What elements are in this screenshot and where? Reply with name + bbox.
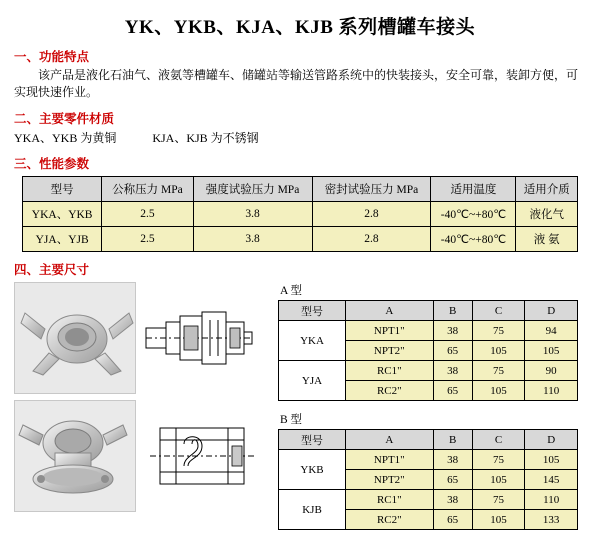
cell-d: 110	[525, 490, 578, 510]
cell-medium: 液化气	[516, 202, 578, 227]
image-row-a	[14, 282, 270, 394]
col-b: B	[433, 301, 472, 321]
table-header-row	[279, 301, 578, 321]
cell-c: 105	[472, 341, 525, 361]
col-model: 型号	[23, 177, 102, 202]
section-heading-performance: 三、性能参数	[14, 157, 90, 171]
col-a: A	[346, 301, 434, 321]
cell-c: 105	[472, 470, 525, 490]
technical-drawing-type-b	[140, 400, 265, 510]
cell-d: 145	[525, 470, 578, 490]
cell-temp: -40℃~+80℃	[431, 202, 516, 227]
cell-a: RC2"	[346, 510, 434, 530]
col-c: C	[472, 301, 525, 321]
cell-seal: 2.8	[312, 202, 431, 227]
cell-c: 105	[472, 510, 525, 530]
cell-nominal: 2.5	[102, 202, 193, 227]
cell-model-group: YKA	[279, 321, 346, 361]
cell-temp: -40℃~+80℃	[431, 227, 516, 252]
cell-c: 75	[472, 490, 525, 510]
cell-c: 75	[472, 321, 525, 341]
dimension-table-a	[278, 300, 578, 401]
technical-drawing-type-a	[140, 282, 265, 392]
dimension-table-b	[278, 429, 578, 530]
col-strength-test-pressure: 强度试验压力 MPa	[193, 177, 312, 202]
cell-b: 38	[433, 490, 472, 510]
col-nominal-pressure: 公称压力 MPa	[102, 177, 193, 202]
table-row	[279, 361, 578, 381]
type-b-label: B 型	[280, 414, 303, 426]
col-a: A	[346, 430, 434, 450]
col-medium: 适用介质	[516, 177, 578, 202]
table-row	[279, 321, 578, 341]
cell-b: 38	[433, 321, 472, 341]
materials-line	[14, 129, 600, 146]
col-d: D	[525, 430, 578, 450]
dimensions-section	[0, 282, 600, 540]
cell-c: 75	[472, 450, 525, 470]
image-column	[0, 282, 270, 540]
cell-a: RC1"	[346, 490, 434, 510]
cell-a: NPT2"	[346, 341, 434, 361]
cell-c: 105	[472, 381, 525, 401]
cell-d: 105	[525, 450, 578, 470]
cell-d: 133	[525, 510, 578, 530]
materials-stainless: KJA、KJB 为不锈钢	[152, 131, 259, 145]
product-photo-type-b	[14, 400, 136, 512]
product-photo-type-a	[14, 282, 136, 394]
table-row	[23, 227, 578, 252]
cell-a: RC1"	[346, 361, 434, 381]
section-heading-dimensions: 四、主要尺寸	[14, 263, 90, 277]
cell-a: NPT1"	[346, 321, 434, 341]
cell-b: 38	[433, 450, 472, 470]
cell-model-group: YKB	[279, 450, 346, 490]
cell-b: 65	[433, 341, 472, 361]
section-heading-features: 一、功能特点	[14, 50, 90, 64]
col-seal-test-pressure: 密封试验压力 MPa	[312, 177, 431, 202]
materials-brass: YKA、YKB 为黄铜	[14, 131, 117, 145]
cell-a: RC2"	[346, 381, 434, 401]
table-row	[279, 490, 578, 510]
cell-a: NPT2"	[346, 470, 434, 490]
cell-nominal: 2.5	[102, 227, 193, 252]
cell-a: NPT1"	[346, 450, 434, 470]
performance-table	[22, 176, 578, 252]
cell-d: 94	[525, 321, 578, 341]
cell-d: 90	[525, 361, 578, 381]
col-temperature: 适用温度	[431, 177, 516, 202]
page-title: YK、YKB、KJA、KJB 系列槽罐车接头	[124, 17, 476, 38]
col-c: C	[472, 430, 525, 450]
cell-model: YJA、YJB	[23, 227, 102, 252]
image-row-b	[14, 400, 270, 512]
section-heading-materials: 二、主要零件材质	[14, 112, 115, 126]
cell-d: 105	[525, 341, 578, 361]
col-b: B	[433, 430, 472, 450]
table-header-row	[279, 430, 578, 450]
cell-strength: 3.8	[193, 227, 312, 252]
table-row	[279, 450, 578, 470]
cell-strength: 3.8	[193, 202, 312, 227]
cell-seal: 2.8	[312, 227, 431, 252]
cell-medium: 液 氨	[516, 227, 578, 252]
cell-model: YKA、YKB	[23, 202, 102, 227]
col-d: D	[525, 301, 578, 321]
col-model: 型号	[279, 430, 346, 450]
cell-model-group: YJA	[279, 361, 346, 401]
table-row	[23, 202, 578, 227]
cell-b: 65	[433, 510, 472, 530]
cell-b: 38	[433, 361, 472, 381]
dimension-tables-column	[270, 282, 600, 540]
cell-c: 75	[472, 361, 525, 381]
type-a-label: A 型	[280, 285, 303, 297]
table-header-row	[23, 177, 578, 202]
cell-b: 65	[433, 470, 472, 490]
cell-b: 65	[433, 381, 472, 401]
features-paragraph: 该产品是液化石油气、液氨等槽罐车、储罐站等输送管路系统中的快装接头，安全可靠，装卸方便，可实现快速作业。	[14, 68, 579, 99]
col-model: 型号	[279, 301, 346, 321]
cell-model-group: KJB	[279, 490, 346, 530]
cell-d: 110	[525, 381, 578, 401]
